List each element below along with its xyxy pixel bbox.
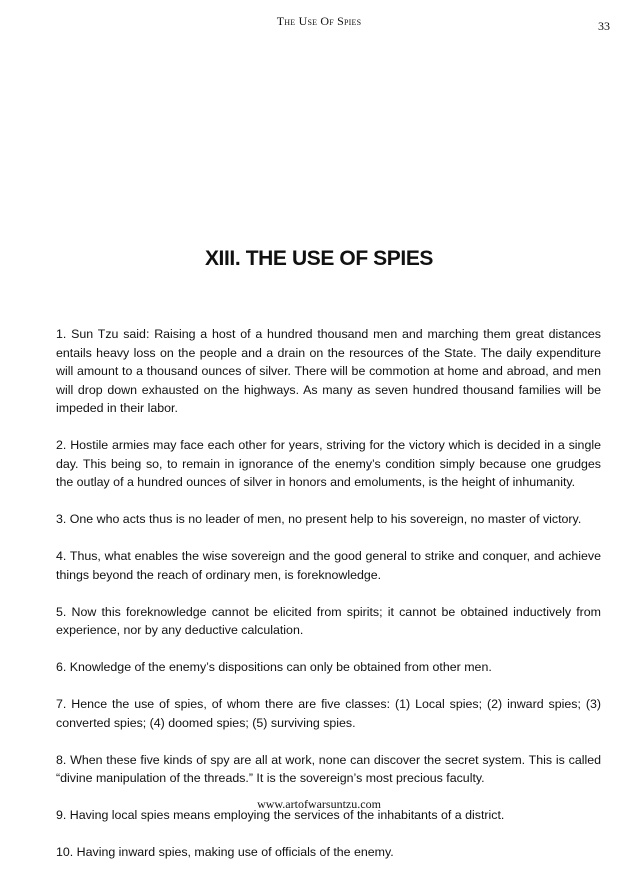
- running-header-title: The Use Of Spies: [276, 14, 362, 28]
- paragraph-5: 5. Now this foreknowledge cannot be elicited from spirits; it cannot be obtained inductively from experience, nor by any deductive calculation.: [56, 604, 601, 637]
- page-number: 33: [598, 19, 610, 33]
- chapter-title: XIII. THE USE OF SPIES: [204, 247, 434, 270]
- paragraph-2: 2. Hostile armies may face each other for years, striving for the victory which is decided in a single day. This being so, to remain in ignorance of the enemy’s condition simply because one grudges the outlay of a hundred ounces of silver in honors and emoluments, is the height of inhumanity.: [56, 438, 601, 489]
- paragraph-3: 3. One who acts thus is no leader of men, no present help to his sovereign, no master of victory.: [56, 512, 582, 526]
- paragraph-10: 10. Having inward spies, making use of officials of the enemy.: [56, 845, 394, 859]
- paragraph-1: 1. Sun Tzu said: Raising a host of a hundred thousand men and marching them great distances entails heavy loss on the people and a drain on the resources of the State. The daily expenditure will amount to a thousand ounces of silver. There will be commotion at home and abroad, and men will drop down exhausted on the highways. As many as seven hundred thousand families will be impeded in their labor.: [56, 327, 601, 415]
- footer-url: www.artofwarsuntzu.com: [257, 797, 381, 811]
- paragraph-9: 9. Having local spies means employing the services of the inhabitants of a district.: [56, 808, 505, 822]
- paragraph-6: 6. Knowledge of the enemy’s dispositions can only be obtained from other men.: [56, 660, 492, 674]
- paragraph-8: 8. When these five kinds of spy are all at work, none can discover the secret system. This is called “divine manipulation of the threads.” It is the sovereign’s most precious faculty.: [56, 752, 601, 785]
- paragraph-7: 7. Hence the use of spies, of whom there are five classes: (1) Local spies; (2) inward spies; (3) converted spies; (4) doomed spies; (5) surviving spies.: [56, 697, 601, 730]
- paragraph-4: 4. Thus, what enables the wise sovereign and the good general to strike and conquer, and achieve things beyond the reach of ordinary men, is foreknowledge.: [56, 549, 601, 582]
- running-header: [0, 14, 638, 29]
